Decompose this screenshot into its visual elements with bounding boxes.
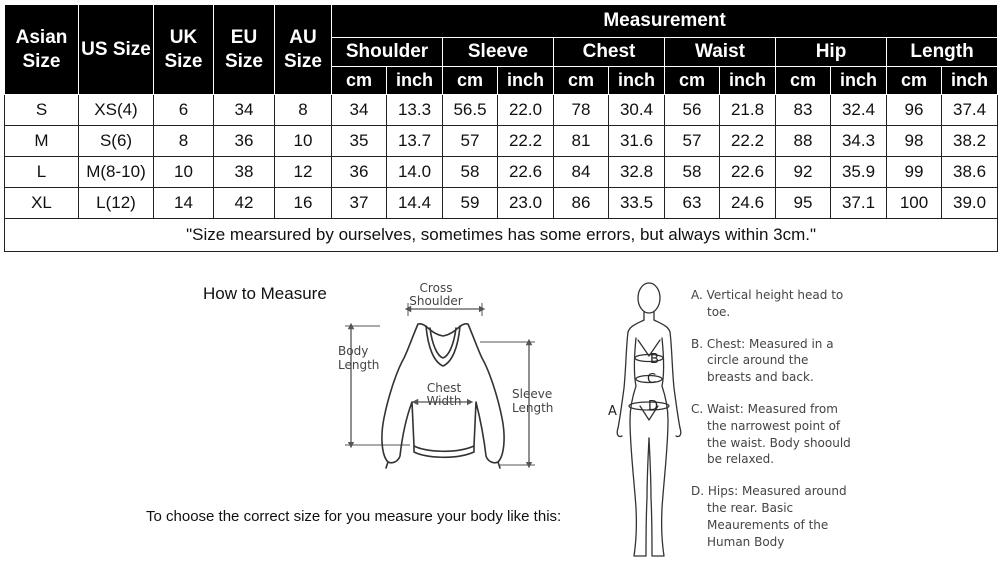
sweater-diagram xyxy=(330,278,570,478)
table-cell: 96 xyxy=(887,95,942,126)
table-cell: 84 xyxy=(554,157,609,188)
table-cell: 36 xyxy=(332,157,387,188)
table-cell: 81 xyxy=(554,126,609,157)
header-unit-length-inch: inch xyxy=(942,67,998,95)
table-cell: 37.1 xyxy=(831,188,887,219)
note-c: C. Waist: Measured from the narrowest point of the waist. Body shoould be relaxed. xyxy=(691,401,851,467)
table-cell: 38.6 xyxy=(942,157,998,188)
table-cell: 32.4 xyxy=(831,95,887,126)
measurement-error-note: "Size mearsured by ourselves, sometimes has some errors, but always within 3cm." xyxy=(5,219,998,252)
table-row xyxy=(5,95,998,126)
table-cell: 57 xyxy=(443,126,498,157)
table-cell: 86 xyxy=(554,188,609,219)
header-unit-waist-cm: cm xyxy=(665,67,720,95)
table-cell: 58 xyxy=(443,157,498,188)
table-cell: 100 xyxy=(887,188,942,219)
table-cell: 92 xyxy=(776,157,831,188)
table-cell: 22.2 xyxy=(498,126,554,157)
header-hip: Hip xyxy=(776,38,887,67)
table-cell: 37 xyxy=(332,188,387,219)
label-sleeve: Sleeve xyxy=(512,387,553,401)
table-cell: M xyxy=(5,126,79,157)
table-cell: 56 xyxy=(665,95,720,126)
table-cell: 42 xyxy=(214,188,275,219)
table-cell: 39.0 xyxy=(942,188,998,219)
table-cell: 30.4 xyxy=(609,95,665,126)
table-row xyxy=(5,188,998,219)
header-unit-waist-inch: inch xyxy=(720,67,776,95)
table-cell: 98 xyxy=(887,126,942,157)
label-cross: Cross xyxy=(419,281,453,295)
header-chest: Chest xyxy=(554,38,665,67)
label-chest: Chest xyxy=(426,381,462,395)
header-unit-hip-cm: cm xyxy=(776,67,831,95)
table-cell: 6 xyxy=(154,95,214,126)
measurement-notes xyxy=(691,287,851,565)
body-figure-diagram xyxy=(600,278,690,568)
table-cell: 95 xyxy=(776,188,831,219)
table-cell: 12 xyxy=(275,157,332,188)
header-waist: Waist xyxy=(665,38,776,67)
header-unit-chest-cm: cm xyxy=(554,67,609,95)
table-cell: L(12) xyxy=(79,188,154,219)
table-cell: 13.7 xyxy=(387,126,443,157)
table-cell: 21.8 xyxy=(720,95,776,126)
header-unit-shoulder-inch: inch xyxy=(387,67,443,95)
header-us-size: US Size xyxy=(79,5,154,95)
header-unit-length-cm: cm xyxy=(887,67,942,95)
table-cell: 58 xyxy=(665,157,720,188)
table-cell: 22.0 xyxy=(498,95,554,126)
table-cell: 24.6 xyxy=(720,188,776,219)
table-cell: 34 xyxy=(332,95,387,126)
table-cell: 59 xyxy=(443,188,498,219)
table-cell: 31.6 xyxy=(609,126,665,157)
header-eu-size: EU Size xyxy=(214,5,275,95)
header-unit-sleeve-cm: cm xyxy=(443,67,498,95)
body-label-a: A xyxy=(608,404,617,419)
table-cell: 37.4 xyxy=(942,95,998,126)
table-cell: S xyxy=(5,95,79,126)
table-cell: 88 xyxy=(776,126,831,157)
table-cell: 78 xyxy=(554,95,609,126)
table-cell: 57 xyxy=(665,126,720,157)
table-cell: 56.5 xyxy=(443,95,498,126)
table-cell: 22.2 xyxy=(720,126,776,157)
table-cell: 22.6 xyxy=(498,157,554,188)
table-cell: 14 xyxy=(154,188,214,219)
table-note-row xyxy=(5,219,998,252)
label-body: Body xyxy=(338,344,369,358)
table-cell: 83 xyxy=(776,95,831,126)
table-cell: 14.4 xyxy=(387,188,443,219)
table-cell: 16 xyxy=(275,188,332,219)
table-cell: 38.2 xyxy=(942,126,998,157)
header-uk-size: UK Size xyxy=(154,5,214,95)
table-cell: L xyxy=(5,157,79,188)
header-unit-chest-inch: inch xyxy=(609,67,665,95)
table-cell: 10 xyxy=(154,157,214,188)
label-sleeve-length: Length xyxy=(512,401,554,415)
table-cell: 13.3 xyxy=(387,95,443,126)
table-cell: 34.3 xyxy=(831,126,887,157)
table-cell: 36 xyxy=(214,126,275,157)
table-cell: 8 xyxy=(154,126,214,157)
header-length: Length xyxy=(887,38,998,67)
table-cell: 10 xyxy=(275,126,332,157)
table-cell: 32.8 xyxy=(609,157,665,188)
size-chart-table xyxy=(4,4,998,252)
how-to-measure-title: How to Measure xyxy=(203,284,327,303)
label-body-length: Length xyxy=(338,358,380,372)
label-shoulder: Shoulder xyxy=(409,294,463,308)
table-cell: 63 xyxy=(665,188,720,219)
header-unit-shoulder-cm: cm xyxy=(332,67,387,95)
header-sleeve: Sleeve xyxy=(443,38,554,67)
table-cell: 35 xyxy=(332,126,387,157)
header-measurement: Measurement xyxy=(332,5,998,38)
label-chest-width: Width xyxy=(426,394,462,408)
header-asian-size: Asian Size xyxy=(5,5,79,95)
table-cell: 35.9 xyxy=(831,157,887,188)
body-label-d: D xyxy=(648,399,659,414)
table-cell: 23.0 xyxy=(498,188,554,219)
table-cell: M(8-10) xyxy=(79,157,154,188)
note-a: A. Vertical height head to toe. xyxy=(691,288,844,319)
table-row xyxy=(5,157,998,188)
table-cell: XS(4) xyxy=(79,95,154,126)
table-cell: 22.6 xyxy=(720,157,776,188)
table-cell: 38 xyxy=(214,157,275,188)
table-cell: 33.5 xyxy=(609,188,665,219)
header-au-size: AU Size xyxy=(275,5,332,95)
header-unit-hip-inch: inch xyxy=(831,67,887,95)
header-shoulder: Shoulder xyxy=(332,38,443,67)
table-cell: S(6) xyxy=(79,126,154,157)
header-unit-sleeve-inch: inch xyxy=(498,67,554,95)
note-b: B. Chest: Measured in a circle around the breasts and back. xyxy=(691,336,834,385)
measure-instruction: To choose the correct size for you measure your body like this: xyxy=(146,508,562,525)
table-cell: 14.0 xyxy=(387,157,443,188)
table-cell: 8 xyxy=(275,95,332,126)
note-d: D. Hips: Measured around the rear. Basic Meaurements of the Human Body xyxy=(691,484,847,549)
body-label-b: B xyxy=(650,352,659,367)
table-cell: 34 xyxy=(214,95,275,126)
table-row xyxy=(5,126,998,157)
body-label-c: C xyxy=(647,372,657,387)
table-cell: 99 xyxy=(887,157,942,188)
table-cell: XL xyxy=(5,188,79,219)
